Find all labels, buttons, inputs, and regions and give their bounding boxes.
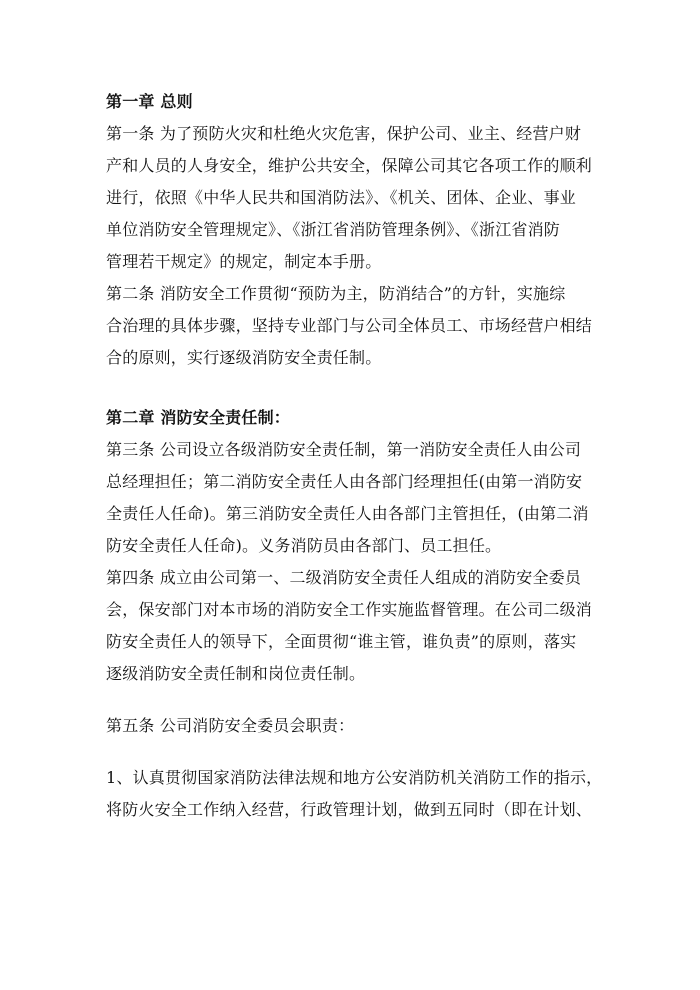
article-5-line: 第五条 公司消防安全委员会职责： — [106, 716, 355, 735]
section-spacer — [106, 742, 600, 762]
item-1-line: 1、认真贯彻国家消防法律法规和地方公安消防机关消防工作的指示， — [106, 768, 603, 787]
article-3-line: 防安全责任人任命)。义务消防员由各部门、员工担任。 — [106, 536, 502, 555]
article-2-line: 第二条 消防安全工作贯彻“预防为主，防消结合”的方针，实施综 — [106, 284, 566, 303]
article-1-line: 进行，依照《中华人民共和国消防法》、《机关、团体、企业、事业 — [106, 188, 577, 207]
article-3-line: 第三条 公司设立各级消防安全责任制，第一消防安全责任人由公司 — [106, 440, 582, 459]
chapter-1-title: 第一章 总则 — [106, 92, 193, 111]
article-2-line: 合的原则，实行逐级消防安全责任制。 — [106, 348, 382, 367]
article-4-line: 会，保安部门对本市场的消防安全工作实施监督管理。在公司二级消 — [106, 600, 593, 619]
article-1-line: 产和人员的人身安全，维护公共安全，保障公司其它各项工作的顺利 — [106, 156, 593, 175]
article-4-line: 逐级消防安全责任制和岗位责任制。 — [106, 664, 366, 683]
section-spacer — [106, 690, 600, 710]
section-spacer — [106, 374, 600, 402]
article-4-line: 防安全责任人的领导下，全面贯彻“谁主管，谁负责”的原则，落实 — [106, 632, 577, 651]
article-4-line: 第四条 成立由公司第一、二级消防安全责任人组成的消防安全委员 — [106, 568, 582, 587]
article-1-line: 第一条 为了预防火灾和杜绝火灾危害，保护公司、业主、经营户财 — [106, 124, 582, 143]
item-1-line: 将防火安全工作纳入经营，行政管理计划，做到五同时（即在计划、 — [106, 800, 593, 819]
document-content — [106, 86, 603, 826]
article-1-line: 单位消防安全管理规定》、《浙江省消防管理条例》、《浙江省消防 — [106, 220, 561, 239]
chapter-2-title: 第二章 消防安全责任制： — [106, 408, 290, 427]
article-1-line: 管理若干规定》的规定，制定本手册。 — [106, 252, 382, 271]
article-3-line: 总经理担任；第二消防安全责任人由各部门经理担任(由第一消防安 — [106, 472, 583, 491]
article-2-line: 合治理的具体步骤，坚持专业部门与公司全体员工、市场经营户相结 — [106, 316, 593, 335]
article-3-line: 全责任人任命)。第三消防安全责任人由各部门主管担任，(由第二消 — [106, 504, 589, 523]
